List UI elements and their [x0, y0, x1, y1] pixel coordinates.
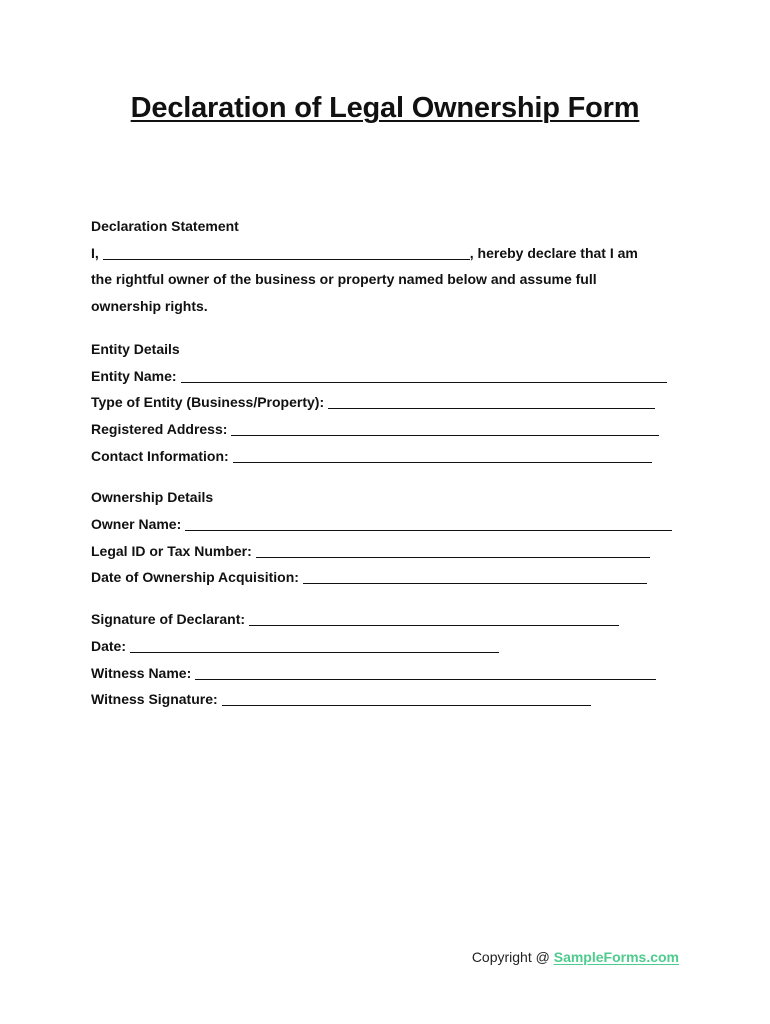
declaration-suffix: , hereby declare that I am [469, 244, 638, 261]
entity-section [91, 336, 691, 470]
entity-type-label: Type of Entity (Business/Property): [91, 394, 325, 411]
entity-type-field[interactable] [328, 394, 655, 409]
entity-heading: Entity Details [91, 340, 180, 357]
witness-signature-field[interactable] [222, 691, 591, 706]
owner-name-label: Owner Name: [91, 516, 182, 533]
copyright-text: Copyright @ [471, 949, 554, 965]
registered-address-label: Registered Address: [91, 420, 228, 437]
owner-name-field[interactable] [185, 516, 672, 531]
page-title: Declaration of Legal Ownership Form [130, 92, 640, 124]
witness-name-label: Witness Name: [91, 664, 192, 681]
acquisition-date-label: Date of Ownership Acquisition: [91, 569, 299, 586]
registered-address-row [91, 416, 691, 443]
signature-section [91, 606, 691, 713]
acquisition-date-row [91, 564, 691, 591]
acquisition-date-field[interactable] [303, 569, 647, 584]
declaration-line-3: ownership rights. [91, 298, 208, 315]
date-row [91, 633, 691, 660]
entity-name-row [91, 363, 691, 390]
declaration-section [91, 213, 691, 320]
declarant-name-field[interactable] [103, 245, 470, 260]
ownership-heading: Ownership Details [91, 489, 214, 506]
contact-info-field[interactable] [233, 448, 652, 463]
entity-name-label: Entity Name: [91, 367, 177, 384]
copyright-footer [472, 949, 679, 965]
legal-id-field[interactable] [256, 543, 650, 558]
ownership-section [91, 484, 691, 591]
witness-signature-label: Witness Signature: [91, 691, 218, 708]
declarant-signature-field[interactable] [249, 611, 619, 626]
declaration-line-2: the rightful owner of the business or property named below and assume full [91, 271, 597, 288]
contact-info-row [91, 443, 691, 470]
declaration-heading: Declaration Statement [91, 218, 239, 234]
contact-info-label: Contact Information: [91, 447, 229, 464]
legal-id-label: Legal ID or Tax Number: [91, 542, 252, 559]
declaration-line-1 [91, 240, 691, 267]
date-label: Date: [91, 637, 127, 654]
witness-signature-row [91, 686, 691, 713]
brand-link[interactable]: SampleForms.com [553, 949, 679, 965]
form-body [91, 213, 691, 713]
date-field[interactable] [130, 638, 499, 653]
entity-name-field[interactable] [181, 368, 667, 383]
entity-type-row [91, 389, 691, 416]
owner-name-row [91, 511, 691, 538]
declarant-signature-row [91, 606, 691, 633]
declaration-prefix: I, [91, 244, 99, 261]
declarant-signature-label: Signature of Declarant: [91, 611, 246, 628]
witness-name-row [91, 660, 691, 687]
legal-id-row [91, 538, 691, 565]
witness-name-field[interactable] [195, 665, 656, 680]
registered-address-field[interactable] [231, 421, 659, 436]
